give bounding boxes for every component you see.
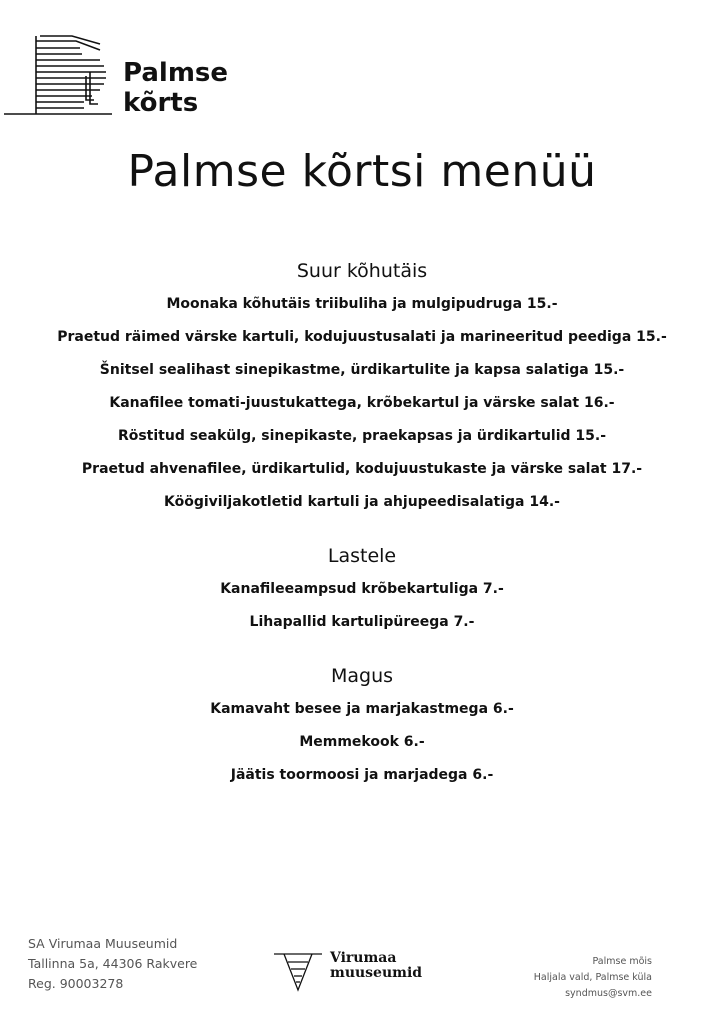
menu-item: Šnitsel sealihast sinepikastme, ürdikartulite ja kapsa salatiga 15.- bbox=[99, 362, 625, 378]
virumaa-muuseumid-logo bbox=[272, 948, 442, 994]
section-suur-kohutais bbox=[0, 254, 724, 519]
section-lastele bbox=[0, 539, 724, 639]
footer-center-line-1: Virumaa bbox=[330, 950, 397, 966]
menu-item: Lihapallid kartulipüreega 7.- bbox=[249, 614, 475, 630]
menu-item: Praetud räimed värske kartuli, kodujuustusalati ja marineeritud peediga 15.- bbox=[57, 329, 667, 345]
virumaa-muuseumid-text bbox=[330, 951, 422, 981]
virumaa-muuseumid-logo-icon bbox=[272, 948, 324, 994]
menu-item: Röstitud seakülg, sinepikaste, praekapsas ja ürdikartulid 15.- bbox=[117, 428, 607, 444]
palmse-stairs-logo-icon bbox=[0, 28, 120, 120]
footer-address: Haljala vald, Palmse küla bbox=[533, 972, 652, 983]
menu-item: Jäätis toormoosi ja marjadega 6.- bbox=[230, 767, 494, 783]
footer-organization bbox=[28, 934, 197, 994]
section-title: Magus bbox=[330, 665, 394, 687]
menu-item: Praetud ahvenafilee, ürdikartulid, kodujuustukaste ja värske salat 17.- bbox=[81, 461, 643, 477]
section-gap bbox=[0, 639, 724, 659]
section-gap bbox=[0, 519, 724, 539]
menu-list bbox=[0, 254, 724, 792]
menu-item: Moonaka kõhutäis triibuliha ja mulgipudruga 15.- bbox=[166, 296, 558, 312]
footer-center-line-2: muuseumid bbox=[330, 965, 423, 981]
menu-item: Memmekook 6.- bbox=[299, 734, 425, 750]
menu-item: Kamavaht besee ja marjakastmega 6.- bbox=[210, 701, 514, 717]
section-title: Lastele bbox=[327, 545, 397, 567]
footer-org-reg: Reg. 90003278 bbox=[28, 976, 124, 991]
menu-item: Kanafilee tomati-juustukattega, krõbekartul ja värske salat 16.- bbox=[109, 395, 615, 411]
menu-item: Köögiviljakotletid kartuli ja ahjupeedisalatiga 14.- bbox=[164, 494, 560, 510]
palmse-logo bbox=[0, 28, 260, 120]
logo-line-2: kõrts bbox=[123, 88, 199, 118]
footer-location: Palmse mõis bbox=[592, 956, 652, 967]
footer-email: syndmus@svm.ee bbox=[565, 988, 652, 999]
footer-org-name: SA Virumaa Muuseumid bbox=[28, 936, 178, 951]
palmse-logo-text bbox=[123, 58, 228, 118]
menu-item: Kanafileeampsud krõbekartuliga 7.- bbox=[220, 581, 504, 597]
footer-org-address: Tallinna 5a, 44306 Rakvere bbox=[28, 956, 198, 971]
footer-contact bbox=[534, 954, 652, 1002]
section-magus bbox=[0, 659, 724, 792]
menu-title: Palmse kõrtsi menüü bbox=[127, 146, 597, 197]
logo-line-1: Palmse bbox=[123, 58, 229, 88]
section-title: Suur kõhutäis bbox=[296, 260, 428, 282]
